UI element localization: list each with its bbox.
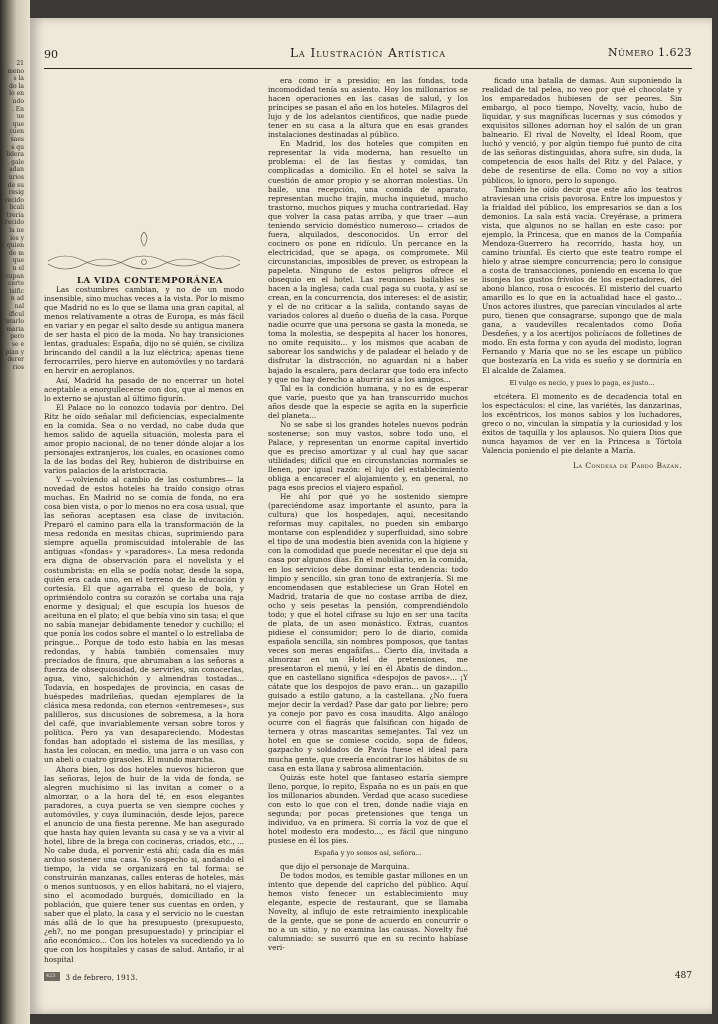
paragraph: He ahí por qué yo he sostenido siempre (pareciéndome asaz importante el asunto, para la cultura) que los hospedajes, aquí, necesitando reformas muy capitales, no pueden sin embargo montarse con esplendidez y superfluidad, sino sobre el tipo de una modestia bien avenida con la higiene y con la comodidad que puede necesitar el que deja su casa por algunos días. En el mobiliario, en la comida, en los servicios debe dominar esta tendencia: todo limpio y sencillo, sin gran tono de extranjería. Si me encomendasen que estableciese un Gran Hotel en Madrid, trataría de que no costase arriba de diez, ocho y seis pesetas la pensión, comprendiéndolo todo; y que el hotel cifrase su lujo en ser una tacita de plata, de un aseo monástico. Extras, cuantos pidiese el consumidor; pero lo de diario, comida española sencilla, sin nombres pomposos, que tantas veces son meras engañifas... Cierto día, invitada a almorzar en un Hotel de pretensiones, me presentaron el menú, y leí en él Abatis de dindon... que en castellano significa «despojos de pavos»... ¡Y cátate que los despojos de pavo eran... un gazapillo guisado a estilo gatuno, a la castellana. ¿No fuera mejor decir la verdad? Pase dar gato por liebre; pero ya conejo por pavo es cosa inaudita. Algo análogo ocurre con el fiagrás que falsifican con hígado de ternera y otras mascaritas semejantes. Tal vez un hotel en que se comiese cocido, sopa de fideos, gazpacho y soldados de Pavía fuese el ideal para mucha gente, que creería encontrar los hábitos de su casa en esta llana y sabrosa alimentación. [268,492,468,773]
header-rule [44,68,692,69]
paragraph: era como ir a presidio; en las fondas, toda incomodidad tenía su asiento. Hoy los millonarios se hacen operaciones en las casas de salud, y los príncipes se pasan el año en los hoteles. Milagros del lujo y de los adelantos científicos, que nadie puede tener en su casa a la altura que en esas grandes instalaciones destinadas al público. [268,76,468,140]
paragraph: En Madrid, los dos hoteles que compiten en representar la vida moderna, han resuelto un problema: el de las fiestas y comidas, tan complicadas a domicilio. En el hotel se salva la cuestión de amor propio y se ahorran molestias. Un baile, una recepción, una comida de aparato, representan mucho trajín, mucha inquietud, mucho trastorno, muchos piques y mucha contrariedad. Hay que volver la casa patas arriba, y que traer —aun teniendo servicio doméstico numeroso— criados de fuera, alquilados, desconocidos. Un error del cocinero os pone en ridículo. Un percance en la electricidad, que se apaga, os compromete. Mil circunstancias, imposibles de prever, os estropean la papeleta. Ninguno de estos peligros ofrece el obsequio en el hotel. Las reuniones bailables se hacen a la inglesa; cada cual paga su cuota, y así se crean, en la concurrencia, dos intereses: el de asistir, y el de no criticar a la salida, contando sayas de variados colores al dueño o dueña de la casa. Porque nadie ocurre que una persona se gasta la moneda, se toma la molestia, se despepita al hacer los honores, no omite requisito... y los mismos que acaban de saborear los sandwichs y de paladear el helado y de disfrutar la distracción, no aguardan ni a haber bajado la escalera, para declarar que todo era infecto y que no hay derecho a aburrir así a los amigos... [268,139,468,384]
paragraph: Ahora bien, los dos hoteles nuevos hicieron que las señoras, lejos de huir de la vida de fonda, se alegren muchísimo si las invitan a comer o a almorzar, o a la hora del té, en esos elegantes paradores, a cuya puerta se ven siempre coches y automóviles, y cuya iluminación, desde lejos, parece el anuncio de una fiesta perenne. Me han asegurado que hasta hay quien levanta su casa y se va a vivir al hotel, libre de la brega con cocineras, criados, etc., ... No cabe duda, el porvenir está ahí; cada día es más arduo sostener una casa. Yo sospecho si, andando el tiempo, la vida se organizará en tal forma: se construirán manzanas, calles enteras de hoteles, más o menos suntuosos, y en ellos habitará, no el viajero, sino el acomodado burgués, domiciliado en la población, que quiere tener sus cuentas en orden, y saber que el plato, la casa y el servicio no le cuestan más allá de lo que ha presupuesto (presupuesto, ¿eh?, no me pongan presupuestado) y principiar el año económico... Con los hoteles va sucediendo ya lo que con los hospitales y casas de salud. Antaño, ir al hospital [44,764,244,964]
paragraph: Tal es la condición humana, y no es de esperar que varíe, puesto que ya han transcurrido muchos años desde que la especie se agita en la superficie del planeta... [268,383,468,420]
magazine-page [30,18,712,1014]
header-page-number: 90 [44,48,58,61]
paragraph: que dijo el personaje de Marquina. [280,862,410,872]
paragraph: El Palace no lo conozco todavía por dentro. Del Ritz he oído señalar mil deficiencias, especialmente en la comida. Sea o no verdad, no cabe duda que hemos salido de aquella situación, molesta para el amor propio nacional, de no tener dónde alojar a los personajes extranjeros, los cuales, en ocasiones como la de las bodas del Rey, hubieron de distribuirse en varios palacios de la aristocracia. [44,402,244,475]
paragraph: etcétera. El momento es de decadencia total en los espectáculos: el cine, las variétés, las danzarinas, los excéntricos, los monos sabios y los luchadores, greco o no, vinculan la simpatía y la curiosidad y los éxitos de taquilla y los aplausos. No quiera Dios que nunca hayamos de ver en la Princesa a Tórtola Valencia poniendo el pie delante a María. [482,391,682,455]
paragraph: Así, Madrid ha pasado de no encerrar un hotel aceptable a enorgullecerse con dos, que al menos en lo externo se ajustan al último figurín. [44,375,244,403]
verse-quote: El vulgo es necio, y pues lo paga, es justo... [509,378,655,387]
issue-tag-label: 423 [46,973,56,979]
paragraph: Las costumbres cambian, y no de un modo insensible, sino muchas veces a la vista. Por lo mismo que Madrid no es lo que se llama una gran capital, al menos relativamente a otras de Europa, es más fácil en variar y en pegar el salto desde su antigua manera de ser hasta el pico de la moda. No hay transiciones lentas, graduales: España, dijo no sé quién, se civiliza brincando del candil a la luz eléctrica; apenas tiene ferrocarriles, pero hierve en automóviles y no tardará en hervir en aeroplanos. [44,285,244,376]
footer-issue [44,972,137,982]
footer-page-number: 487 [674,971,692,981]
paragraph: No se sabe si los grandes hoteles nuevos podrán sostenerse; son muy vastos, sobre todo uno, el Palace, y representan un enorme capital invertido que es preciso amortizar y al cual hay que sacar utilidades; difícil que en circunstancias normales se llenen, por igual razón: el lujo del establecimiento obliga a encarecer el alojamiento y, en general, no paga esos precios el viajero español. [268,419,468,493]
issue-number: Número 1.623 [608,46,692,59]
paragraph: Quizás este hotel que fantaseo estaría siempre lleno, porque, lo repito, España no es un país en que los millonarios abunden. Verdad que acaso sucediese con esto lo que con el tren, donde nadie viaja en segunda; por pocas pretensiones que tenga un individuo, va en primera. Si corría la voz de que el hotel modesto era modesto..., es fácil que ninguno pusiese en él los pies. [268,772,468,845]
left-page-text-fragment: 21 meno s la do la lo en ndo . En ue que cuen saes s qu lidera , gale adan urios de su resig recido licali trería recido la ne los y quien de m que n el cupan certe isific n ad nal ificul urarlo maria pero se e pian y derer rios [4,60,24,371]
paragraph: Y —volviendo al cambio de las costumbres— la novedad de estos hoteles ha traído consigo otras muchas. En Madrid no se comía de fonda, no era cosa bien vista, o por lo menos no era cosa usual, que las señoras aceptasen esa clase de invitación. Preparó el camino para ella la transformación de la mesa redonda en mesitas chicas, suprimiendo para siempre aquella promiscuidad intolerable de las antiguas «fondas» y «paradores». La mesa redonda era digna de observación para el novelista y el costumbrista: en ella se podía notar, desde la sopa, quién era cada uno, en el terreno de la educación y cortesía. El que agarraba el queso de bola, y oprimiéndolo contra su corazón se cortaba una raja enorme y desigual; el que escupía los huesos de aceituna en el plato; el que bebía vino sin tasa; el que no sabía manejar debidamente tenedor y cuchillo; el que ponía los codos sobre el mantel o lo estrellaba de pringue... Porque de todo esto había en las mesas redondas, y había también comensales muy preciados de finura, que abrumaban a las señoras a fuerza de obsequiosidad, de servirles, sin conocerlas, agua, vino, salchichón y almendras tostadas... Todavía, en hospedajes de provincia, en casas de huéspedes madrileñas, quedan ejemplares de la clásica mesa redonda, con eternos «entremeses», sus palilleros, sus discusiones de sobremesa, a la hora del café, que invariablemente versan sobre toros y política. Pero ya van desapareciendo. Modestas fondas han adoptado el sistema de las mesillas, y hasta les colocan, en medio, una jarra o un vaso con un abeli o cuatro girasoles. El mundo marcha. [44,475,244,765]
column-1 [44,76,244,1014]
paragraph: ficado una batalla de damas. Aun suponiendo la realidad de tal pelea, no veo por qué el chocolate y los emparedados hubiesen de ser peores. Sin embargo, al poco tiempo, Novelty, vacío, hubo de liquidar, y sus magníficas lucernas y sus cómodos y exquisitos sillones adornan hoy el salón de un gran balneario. El rival de Novelty, el Ideal Room, que luchó y venció, y por algún tiempo fué punto de cita de las señoras distinguidas, ahora sufre, sin duda, la competencia de esos halls del Ritz y del Palace, y debe de resentirse de ella. Como no voy a sitios públicos, lo ignoro, pero lo supongo. [482,76,682,185]
column-2 [268,76,468,1014]
issue-date: 3 de febrero, 1913. [65,973,138,982]
paragraph: De todos modos, es temible gastar millones en un intento que depende del capricho del público. Aquí hemos visto fenecer un establecimiento muy elegante, especie de restaurant, que se llamaba Novelty, al influjo de este retraimiento inexplicable de la gente, que se pone de acuerdo en concurrir o no a un sitio, y no examina las causas. Novelty fué calumniado: se susurró que en su recinto habíase veri- [268,871,468,953]
verse-quote: España y yo somos así, señora... [314,848,422,857]
page-header [44,44,692,60]
article-title: LA VIDA CONTEMPORÁNEA [76,275,224,285]
paragraph: También he oído decir que este año los teatros atraviesan una crisis pavorosa. Entre los impuestos y la frialdad del público, los empresarios se dan a los demonios. La sala está vacía. Creyérase, a primera vista, que algunos no se hallan en este caso: por ejemplo, la Princesa, que en manos de la Compañía Mendoza-Guerrero ha recorrido, hasta hoy, un camino triunfal. Es cierto que este teatro rompe el hielo y atrae siempre concurrencia; pero lo consigue a costa de transacciones, poniendo en escena lo que lisonjea los gustos frívolos de los espectadores, del abono blanco, rosa o escocés. El misterio del cuarto amarillo es lo que en la actualidad hace el gasto... Unos actores ilustres, que parecían vinculados al arte puro, tienen que consagrarse, supongo que de mala gana, a vaudevilles recalentados como Doña Desdeñes, y a los acertijos policíacos de folletines de modo. En esta forma y con ayuda del modisto, logran Fernando y María que no se les escape un público que bostezaría en La vida es sueño y se dormiría en El alcalde de Zalamea. [482,184,682,375]
magazine-title: La Ilustración Artística [289,46,447,60]
column-3 [482,76,682,676]
left-page-edge [0,0,30,1024]
page-footer [44,972,692,984]
author-signature: La Condesa de Pardo Bazán. [572,460,682,470]
